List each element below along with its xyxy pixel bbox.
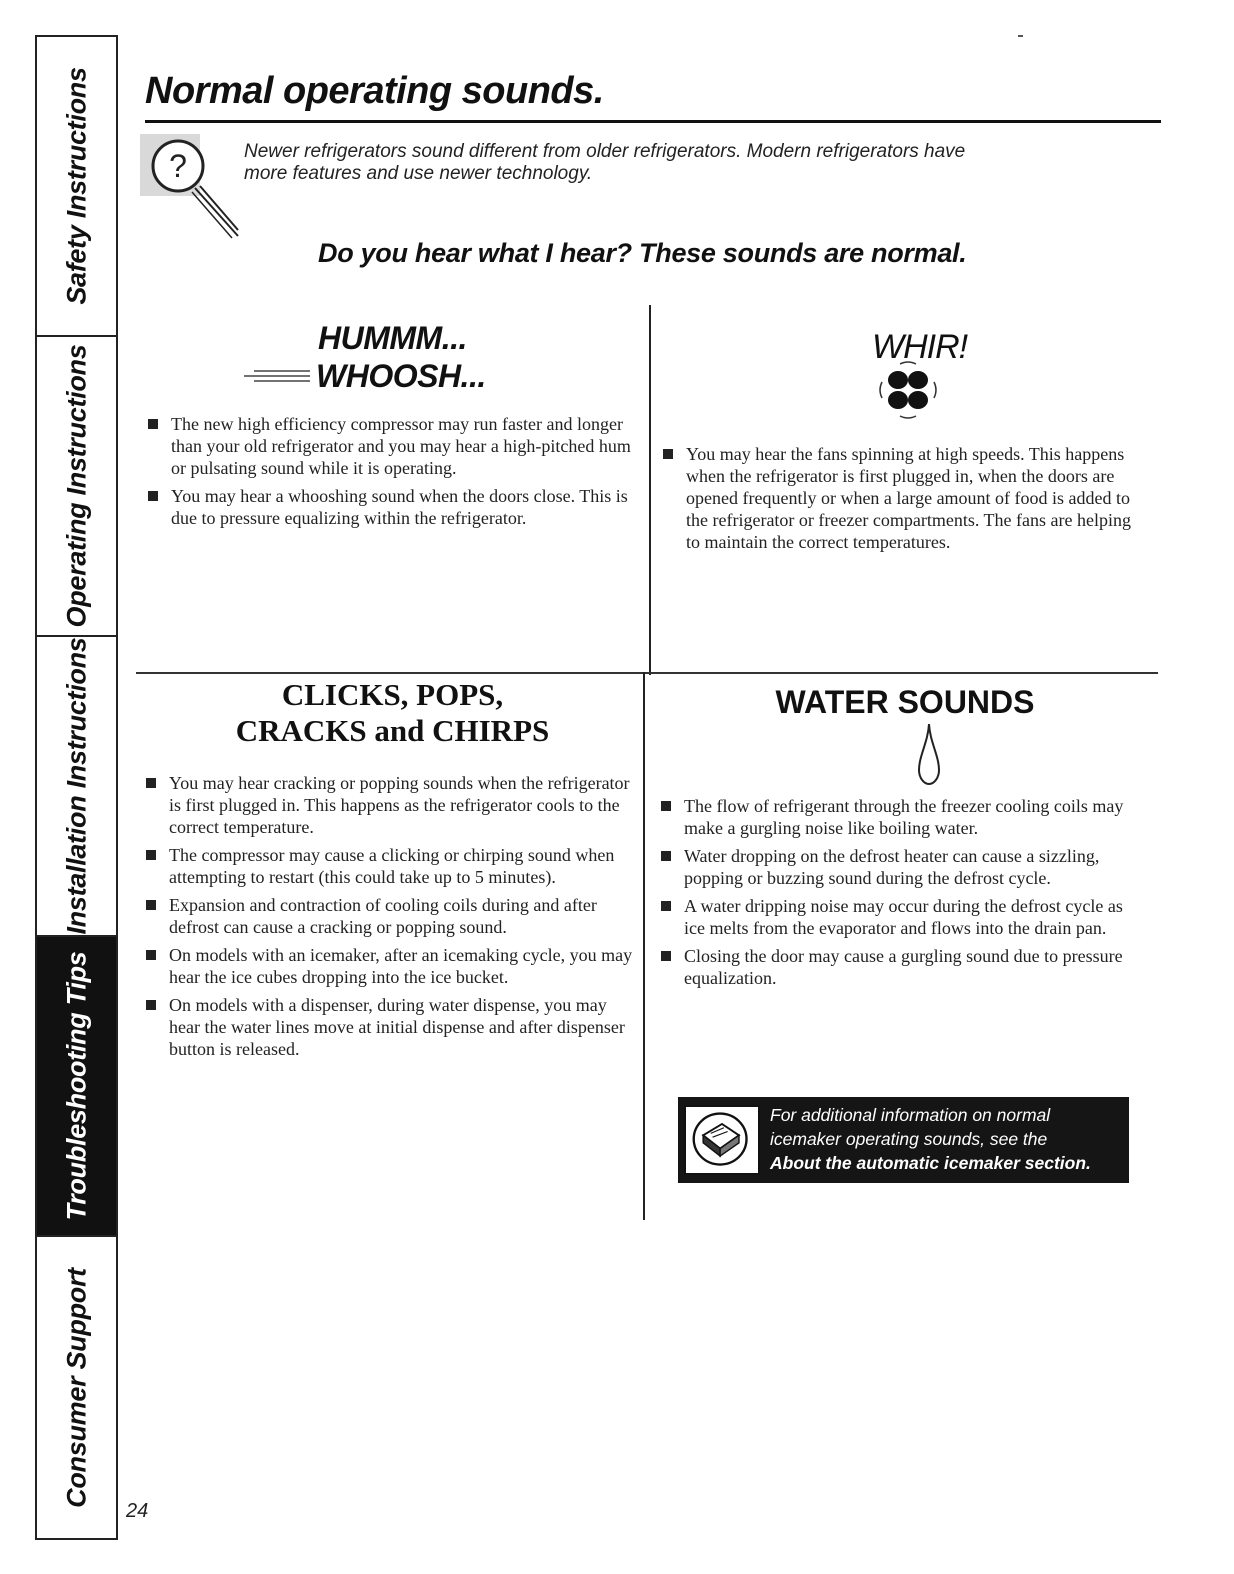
bullet-square-icon	[663, 449, 673, 459]
list-item: You may hear the fans spinning at high speeds. This happens when the refrigerator is first plugged in, when the doors are opened frequently or when a large amount of food is added to the refrigerator or freezer compartments. The fans are helping to maintain the correct temperatures.	[660, 443, 1148, 553]
list-item: On models with a dispenser, during water dispense, you may hear the water lines move at initial dispense and after dispenser button is released.	[143, 994, 635, 1060]
hummm-heading: HUMMM...	[318, 320, 467, 356]
list-item: The compressor may cause a clicking or chirping sound when attempting to restart (this could take up to 5 minutes).	[143, 844, 635, 888]
list-item: Closing the door may cause a gurgling sound due to pressure equalization.	[658, 945, 1148, 989]
tab-operating-instructions[interactable]	[37, 337, 116, 637]
list-item: The flow of refrigerant through the freezer cooling coils may make a gurgling noise like boiling water.	[658, 795, 1148, 839]
bullet-square-icon	[148, 419, 158, 429]
tab-label: Troubleshooting Tips	[61, 951, 91, 1221]
whoosh-heading: WHOOSH...	[316, 358, 486, 394]
clicks-heading-line2: CRACKS and CHIRPS	[235, 713, 550, 748]
page-number: 24	[126, 1500, 149, 1522]
bullet-square-icon	[661, 851, 671, 861]
icemaker-info-callout	[678, 1097, 1129, 1183]
bullet-square-icon	[661, 901, 671, 911]
section-tab-bar	[35, 35, 118, 1540]
whir-bullet-list	[660, 443, 1148, 559]
question-mark-magnifier-icon	[140, 132, 240, 240]
bullet-square-icon	[146, 778, 156, 788]
list-item: A water dripping noise may occur during the defrost cycle as ice melts from the evaporator and flows into the drain pan.	[658, 895, 1148, 939]
title-divider	[145, 120, 1161, 123]
tab-label: Safety Instructions	[61, 67, 91, 305]
tab-label: Operating Instructions	[61, 344, 91, 628]
hummm-bullet-list	[145, 413, 645, 535]
section-subheading: Do you hear what I hear? These sounds are normal.	[318, 238, 967, 268]
list-item: Water dropping on the defrost heater can cause a sizzling, popping or buzzing sound during the defrost cycle.	[658, 845, 1148, 889]
intro-text: Newer refrigerators sound different from older refrigerators. Modern refrigerators have more features and use newer technology.	[244, 141, 966, 184]
list-item: The new high efficiency compressor may run faster and longer than your old refrigerator and you may hear a high-pitched hum or pulsating sound while it is operating.	[145, 413, 645, 479]
list-item: You may hear cracking or popping sounds when the refrigerator is first plugged in. This happens as the refrigerator cools to the correct temperature.	[143, 772, 635, 838]
column-divider-top	[649, 305, 651, 675]
bullet-square-icon	[146, 850, 156, 860]
water-bullet-list	[658, 795, 1148, 995]
water-sounds-heading: WATER SOUNDS	[775, 684, 1035, 720]
clicks-heading-line1: CLICKS, POPS,	[281, 677, 504, 712]
clicks-bullet-list	[143, 772, 635, 1066]
bullet-square-icon	[661, 801, 671, 811]
clicks-heading	[140, 677, 645, 749]
manual-book-icon	[686, 1107, 758, 1173]
info-callout-text: For additional information on normal icemaker operating sounds, see the About the automatic icemaker section.	[770, 1103, 1120, 1175]
tab-troubleshooting-tips[interactable]	[37, 937, 116, 1237]
bullet-square-icon	[146, 950, 156, 960]
tab-consumer-support[interactable]	[37, 1237, 116, 1538]
scan-mark	[1018, 35, 1023, 37]
bullet-square-icon	[146, 1000, 156, 1010]
svg-text:?: ?	[169, 148, 187, 184]
list-item: You may hear a whooshing sound when the doors close. This is due to pressure equalizing within the refrigerator.	[145, 485, 645, 529]
water-drop-icon	[916, 722, 942, 786]
row-divider	[136, 672, 1158, 674]
bullet-square-icon	[146, 900, 156, 910]
list-item: On models with an icemaker, after an icemaking cycle, you may hear the ice cubes dropping into the ice bucket.	[143, 944, 635, 988]
tab-label: Installation Instructions	[61, 637, 91, 935]
bullet-square-icon	[661, 951, 671, 961]
tab-installation-instructions[interactable]	[37, 637, 116, 937]
whoosh-lines-icon	[244, 368, 312, 384]
list-item: Expansion and contraction of cooling coils during and after defrost can cause a cracking or popping sound.	[143, 894, 635, 938]
bullet-square-icon	[148, 491, 158, 501]
icemaker-section-link[interactable]: About the automatic icemaker section.	[770, 1153, 1091, 1173]
fan-icon	[872, 360, 944, 420]
page-title: Normal operating sounds.	[145, 70, 604, 112]
info-icon-frame	[684, 1105, 760, 1175]
tab-safety-instructions[interactable]	[37, 37, 116, 337]
whir-heading: WHIR!	[872, 328, 968, 366]
column-divider-bottom	[643, 672, 645, 1220]
tab-label: Consumer Support	[61, 1267, 91, 1508]
